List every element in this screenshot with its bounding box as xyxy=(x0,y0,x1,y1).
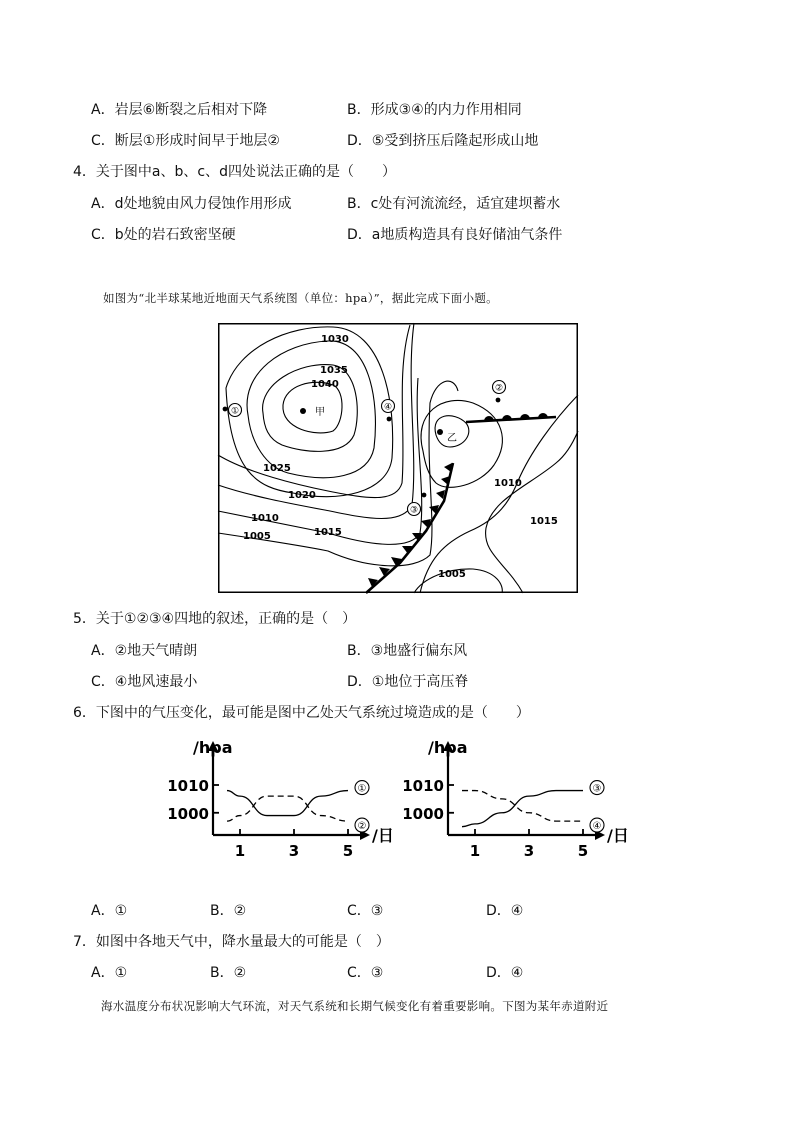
series-line xyxy=(227,791,348,816)
place-label-yi: 乙 xyxy=(447,433,457,444)
q7-option-c: C．③ xyxy=(347,965,384,981)
series-label: ④ xyxy=(592,821,602,833)
weather-intro: 如图为“北半球某地近地面天气系统图（单位：hpa）”，据此完成下面小题。 xyxy=(103,291,498,305)
q3-option-b: B．形成③④的内力作用相同 xyxy=(347,102,522,118)
q4-stem: 4．关于图中a、b、c、d四处说法正确的是（ ） xyxy=(73,164,396,180)
x-tick-label: 1 xyxy=(469,842,481,860)
q4-option-d: D．a地质构造具有良好储油气条件 xyxy=(347,227,563,243)
series-line xyxy=(227,796,348,821)
q6-option-b: B．② xyxy=(210,903,247,919)
isobar-label: 1030 xyxy=(321,334,349,345)
q5-option-d: D．①地位于高压脊 xyxy=(347,674,469,690)
q4-option-a: A．d处地貌由风力侵蚀作用形成 xyxy=(91,196,292,212)
q3-option-d: D．⑤受到挤压后隆起形成山地 xyxy=(347,133,539,149)
q7-option-b: B．② xyxy=(210,965,247,981)
q5-option-a: A．②地天气晴朗 xyxy=(91,643,198,659)
x-tick-label: 3 xyxy=(288,842,300,860)
series-line xyxy=(462,791,583,822)
weather-system-map xyxy=(218,323,578,593)
q7-option-a: A．① xyxy=(91,965,128,981)
x-tick-label: 3 xyxy=(523,842,535,860)
q3-option-c: C．断层①形成时间早于地层② xyxy=(91,133,280,149)
series-label: ③ xyxy=(592,783,602,795)
pressure-chart-left xyxy=(165,735,394,885)
point-4-label: ④ xyxy=(383,402,393,413)
y-axis-title: /hpa xyxy=(193,738,233,757)
point-3-label: ③ xyxy=(409,505,419,516)
y-tick-label: 1000 xyxy=(167,804,209,823)
q6-option-d: D．④ xyxy=(486,903,524,919)
q5-option-c: C．④地风速最小 xyxy=(91,674,198,690)
x-tick-label: 5 xyxy=(577,842,589,860)
y-tick-label: 1000 xyxy=(402,804,444,823)
isobar-label: 1010 xyxy=(494,478,522,489)
series-label: ① xyxy=(357,783,367,795)
isobar-label: 1035 xyxy=(320,365,348,376)
isobar-label: 1005 xyxy=(243,531,271,542)
q4-option-c: C．b处的岩石致密坚硬 xyxy=(91,227,236,243)
series-label: ② xyxy=(357,821,367,833)
point-1-label: ① xyxy=(230,406,240,417)
isobar-label: 1015 xyxy=(314,527,342,538)
place-label-jia: 甲 xyxy=(315,407,325,418)
q7-option-d: D．④ xyxy=(486,965,524,981)
x-tick-label: 5 xyxy=(342,842,354,860)
isobar-label: 1005 xyxy=(438,569,466,580)
pressure-chart-right xyxy=(400,735,629,885)
x-axis-title: /日 xyxy=(607,826,629,845)
q6-stem: 6．下图中的气压变化，最可能是图中乙处天气系统过境造成的是（ ） xyxy=(73,705,530,721)
isobar-label: 1010 xyxy=(251,513,279,524)
y-tick-label: 1010 xyxy=(167,777,209,795)
x-tick-label: 1 xyxy=(234,842,246,860)
q6-option-a: A．① xyxy=(91,903,128,919)
q7-stem: 7．如图中各地天气中，降水量最大的可能是（ ） xyxy=(73,934,390,950)
q3-option-a: A．岩层⑥断裂之后相对下降 xyxy=(91,102,268,118)
q5-stem: 5．关于①②③④四地的叙述，正确的是（ ） xyxy=(73,611,357,627)
ocean-intro: 海水温度分布状况影响大气环流，对天气系统和长期气候变化有着重要影响。下图为某年赤道附近 xyxy=(101,999,609,1013)
isobar-label: 1025 xyxy=(263,463,291,474)
y-tick-label: 1010 xyxy=(402,777,444,795)
q5-option-b: B．③地盛行偏东风 xyxy=(347,643,468,659)
q4-option-b: B．c处有河流流经，适宜建坝蓄水 xyxy=(347,196,561,212)
point-2-label: ② xyxy=(494,383,504,394)
isobar-label: 1015 xyxy=(530,516,558,527)
y-axis-title: /hpa xyxy=(428,738,468,757)
q6-option-c: C．③ xyxy=(347,903,384,919)
isobar-label: 1040 xyxy=(311,379,339,390)
x-axis-title: /日 xyxy=(372,826,394,845)
isobar-label: 1020 xyxy=(288,490,316,501)
